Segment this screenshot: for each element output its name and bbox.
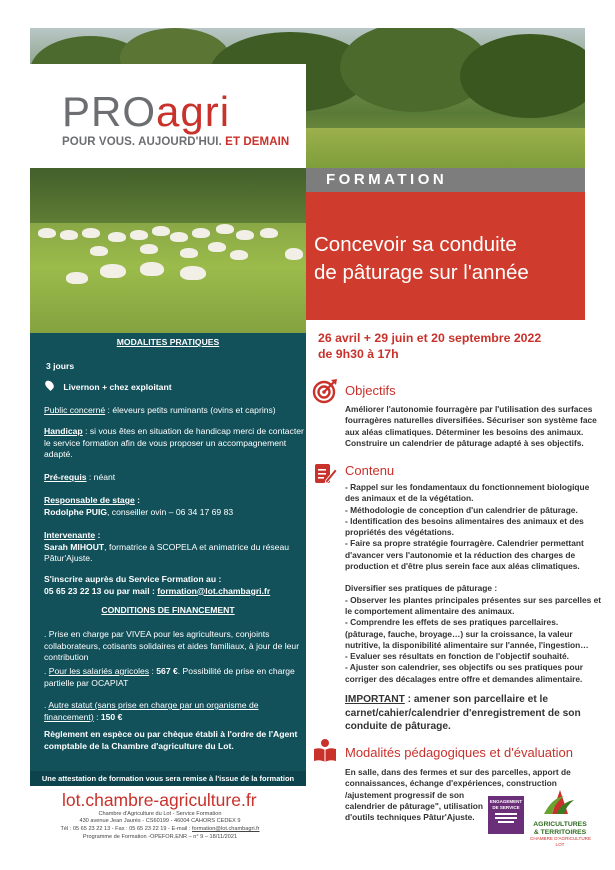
- contenu-title: Contenu: [345, 463, 395, 478]
- financement-header: CONDITIONS DE FINANCEMENT: [101, 605, 235, 615]
- modalites-panel: [30, 333, 306, 785]
- financement-vivea: . Prise en charge par VIVEA pour les agriculteurs, conjoints collaborateurs, cotisants solidaires et aides familiaux, à jour de leur contribution: [44, 629, 300, 662]
- financement-autre: . Autre statut (sans prise en charge par un organisme de financement) : 150 €: [44, 700, 259, 722]
- footer-contact-line: Tél : 05 65 23 22 13 - Fax : 05 65 23 22 19 - E-mail : formation@lot.chambagri.fr: [60, 826, 260, 832]
- modalites-header: MODALITES PRATIQUES: [116, 337, 220, 347]
- location-row: [46, 380, 172, 394]
- pedagogie-text: En salle, dans des fermes et sur des parcelles, apport de connaissances, échange d'expériences, construction /ajustement progressif de son calendrier de pâturage", utilisation d'outils techniques Pâtur'Ajuste.: [345, 767, 571, 823]
- sheep-pasture-photo: [30, 168, 306, 333]
- pedagogie-title: Modalités pédagogiques et d'évaluation: [345, 745, 573, 760]
- edit-document-icon: [312, 460, 338, 486]
- formation-label: FORMATION: [306, 168, 585, 192]
- logo-wordmark: PROagri: [62, 88, 231, 135]
- contenu-text: - Rappel sur les fondamentaux du fonctionnement biologique des animaux et de la végétation. - Méthodologie de conception d'un calendrier de pâturage. - Identification des besoins alimentaires des animaux et des propriétés des végétations. - Faire sa propre stratégie fourragère. Calendrier permettant d'avancer vers l'autonomie et la réduction des charges de production et d'être plus serein face aux aléas climatiques. Diversifier ses pratiques de pâturage : - Observer les plantes principales présentes sur ses parcelles et le comportement alimentaire des animaux. - Comprendre les effets de ses pratiques parcellaires. (pâturage, fauche, broyage…) sur la croissance, la valeur nutritive, la disponibilité alimentaire sur l'année, l'ingestion… - Evaluer ses résultats en fonction de l'objectif souhaité. - Ajuster son calendrier, ses objectifs ou ses pratiques pour corriger des décalages entre offre et demandes alimentaire.: [345, 482, 602, 684]
- inscription-email-link[interactable]: formation@lot.chambagri.fr: [157, 585, 271, 596]
- reader-icon: [312, 738, 338, 764]
- target-icon: [312, 378, 338, 404]
- location-pin-icon: [43, 379, 55, 391]
- engagement-service-badge: ENGAGEMENT DE SERVICE: [488, 796, 524, 834]
- chambre-logo-mark-icon: [530, 786, 590, 816]
- objectifs-text: Améliorer l'autonomie fourragère par l'utilisation des surfaces fourragères naturelles diversifiées. Sécuriser son système face aux aléas climatiques. Déterminer les besoins des animaux. Construire un calendrier de pâturage adapté à ses objectifs.: [345, 404, 597, 448]
- handicap-row: Handicap : si vous êtes en situation de handicap merci de contacter le service formation afin de vous proposer un accompagnement adapté.: [44, 426, 304, 459]
- responsable-row: Responsable de stage : Rodolphe PUIG, conseiller ovin – 06 34 17 69 83: [44, 495, 234, 517]
- footer-address-line2: 430 avenue Jean Jaurès - CS60199 - 46004 CAHORS CEDEX 9: [79, 818, 241, 824]
- attestation-note: Une attestation de formation vous sera remise à l'issue de la formation: [30, 771, 306, 786]
- footer-programme-line: Programme de Formation -OPEFOR.ENR – n° 9 – 18/11/2021: [82, 834, 238, 840]
- intervenante-row: Intervenante : Sarah MIHOUT, formatrice à SCOPELA et animatrice du réseau Pâtur'Ajuste.: [44, 530, 290, 563]
- inscription-row: S'inscrire auprès du Service Formation au : 05 65 23 22 13 ou par mail : formation@lot.chambagri.fr: [44, 574, 271, 596]
- chambre-agriculture-logo: AGRICULTURES & TERRITOIRES CHAMBRE D'AGRICULTURE LOT: [530, 786, 590, 848]
- training-title-box: [306, 192, 585, 320]
- objectifs-title: Objectifs: [345, 383, 396, 398]
- duration: 3 jours: [46, 361, 75, 371]
- important-note: IMPORTANT : amener son parcellaire et le carnet/cahier/calendrier d'enregistrement de son conduite de pâturage.: [345, 694, 581, 732]
- footer-email-link[interactable]: formation@lot.chambagri.fr: [191, 826, 260, 832]
- training-title-line2: de pâturage sur l'année: [314, 261, 529, 284]
- public-row: Public concerné : éleveurs petits ruminants (ovins et caprins): [44, 405, 276, 415]
- dates-line2: de 9h30 à 17h: [318, 347, 399, 361]
- prerequis-row: Pré-requis : néant: [44, 472, 116, 482]
- training-dates: [318, 330, 541, 362]
- logo-tagline: POUR VOUS. AUJOURD'HUI. ET DEMAIN: [62, 136, 290, 148]
- footer-address-line1: Chambre d'Agriculture du Lot - Service Formation: [98, 811, 222, 817]
- financement-salaries: . Pour les salariés agricoles : 567 €. Possibilité de prise en charge partielle par OCAPIAT: [44, 666, 295, 688]
- proagri-logo: [30, 64, 306, 168]
- location-text: Livernon + chez exploitant: [63, 382, 172, 392]
- website-link[interactable]: lot.chambre-agriculture.fr: [62, 790, 257, 810]
- dates-line1: 26 avril + 29 juin et 20 septembre 2022: [318, 331, 542, 345]
- training-title-line1: Concevoir sa conduite: [314, 233, 517, 256]
- reglement-text: Règlement en espèce ou par chèque établi à l'ordre de l'Agent comptable de la Chambre d'agriculture du Lot.: [44, 729, 298, 751]
